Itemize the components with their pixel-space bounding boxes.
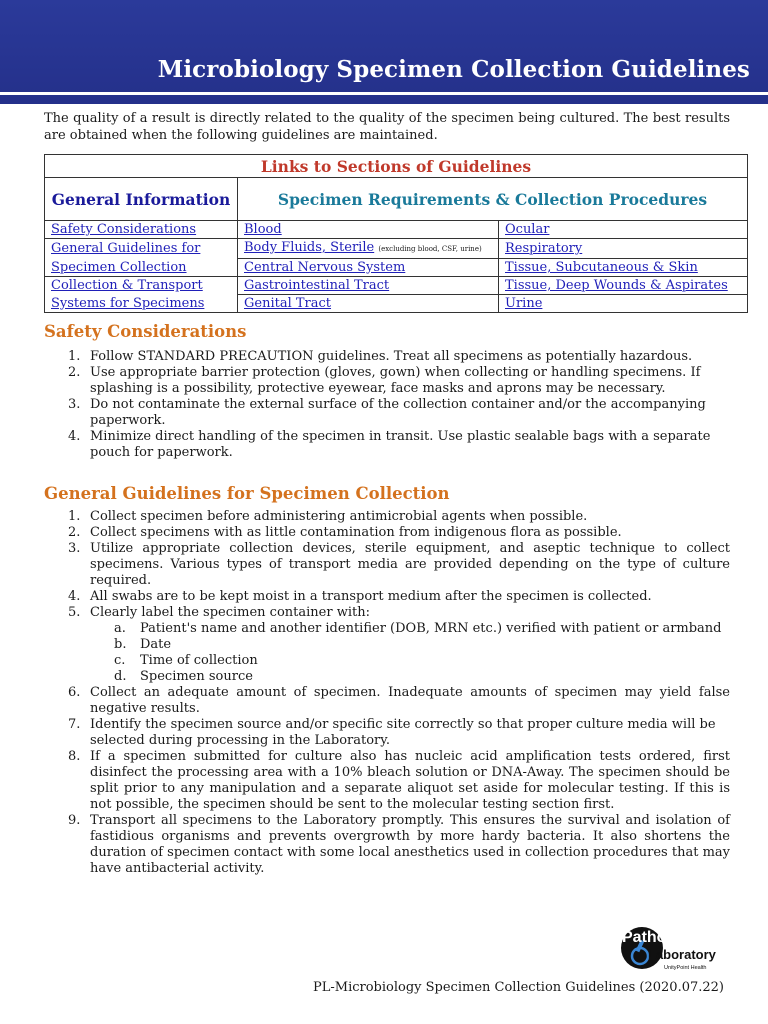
safety-list (44, 349, 730, 461)
pathology-laboratory-logo (620, 922, 732, 974)
list-item-text: Follow STANDARD PRECAUTION guidelines. Treat all specimens as potentially hazardous. (90, 349, 693, 364)
list-item: 3. Do not contaminate the external surface of the collection container and/or the accompanying paperwork. (68, 397, 706, 428)
links-cell (238, 277, 499, 295)
list-item-text: Identify the specimen source and/or specific site correctly so that proper culture media will be selected during processing in the Laboratory. (90, 717, 716, 748)
links-cell (238, 259, 499, 277)
list-item-text: Collect specimens with as little contamination from indigenous flora as possible. (90, 525, 622, 540)
links-cell (499, 221, 748, 239)
links-cell (238, 239, 499, 259)
logo-text-laboratory: Laboratory (648, 947, 716, 962)
links-cell (499, 295, 748, 313)
link-genital-tract[interactable]: Genital Tract (244, 296, 332, 311)
banner-divider (0, 92, 768, 95)
links-cell (238, 221, 499, 239)
list-item: 2. Use appropriate barrier protection (gloves, gown) when collecting or handling specimens. If splashing is a possibility, protective eyewear, face masks and aprons may be necessary. (68, 365, 701, 396)
logo-text-pathology: Pathology (622, 929, 700, 946)
general-information-heading: General Information (45, 178, 238, 221)
list-item: 4. All swabs are to be kept moist in a transport medium after the specimen is collected. (68, 589, 652, 604)
list-item-text: Collect an adequate amount of specimen. Inadequate amounts of specimen may yield false negative results. (90, 685, 730, 716)
list-item: 8. If a specimen submitted for culture also has nucleic acid amplification tests ordered, first disinfect the processing area with a 10% bleach solution or DNA-Away. The specimen should be split prior to any manipulation and a separate aliquot set aside for molecular testing. If this is not possible, the specimen should be sent to the molecular testing section first. (68, 749, 730, 812)
list-item-text: Use appropriate barrier protection (gloves, gown) when collecting or handling specimens. If splashing is a possibility, protective eyewear, face masks and aprons may be necessary. (90, 365, 701, 396)
list-item: 2. Collect specimens with as little contamination from indigenous flora as possible. (68, 525, 622, 540)
list-item: 4. Minimize direct handling of the specimen in transit. Use plastic sealable bags with a separate pouch for paperwork. (68, 429, 711, 460)
label-sublist (90, 621, 730, 685)
list-item-text: Do not contaminate the external surface of the collection container and/or the accompanying paperwork. (90, 397, 706, 428)
links-cell (45, 259, 238, 277)
link-tissue-deep-wounds[interactable]: Tissue, Deep Wounds & Aspirates (505, 278, 728, 293)
list-item: 3. Utilize appropriate collection devices, sterile equipment, and aseptic technique to collect specimens. Various types of transport media are provided depending on the type of culture required. (68, 541, 730, 588)
links-cell (45, 277, 238, 295)
intro-paragraph: The quality of a result is directly related to the quality of the specimen being cultured. The best results are obtained when the following guidelines are maintained. (44, 111, 730, 143)
safety-heading: Safety Considerations (44, 322, 247, 341)
link-specimen-collection[interactable]: Specimen Collection (51, 259, 187, 275)
general-guidelines-heading: General Guidelines for Specimen Collection (44, 484, 450, 503)
logo-text-unitypoint: UnityPoint Health (664, 965, 707, 971)
links-table-heading: Links to Sections of Guidelines (45, 155, 748, 178)
links-table (44, 154, 748, 313)
list-item-text: All swabs are to be kept moist in a transport medium after the specimen is collected. (90, 589, 652, 604)
sublist-item-text: Time of collection (140, 653, 258, 668)
link-urine[interactable]: Urine (505, 296, 543, 311)
body-fluids-note: (excluding blood, CSF, urine) (378, 245, 482, 253)
link-general-guidelines[interactable]: General Guidelines for (51, 241, 201, 257)
list-item: 1. Collect specimen before administering antimicrobial agents when possible. (68, 509, 588, 524)
sublist-item: a. Patient's name and another identifier (DOB, MRN etc.) verified with patient or armband (114, 621, 722, 636)
link-safety-considerations[interactable]: Safety Considerations (51, 222, 197, 237)
list-item-text: Collect specimen before administering antimicrobial agents when possible. (90, 509, 588, 524)
footer-text: PL-Microbiology Specimen Collection Guidelines (2020.07.22) (312, 980, 724, 995)
link-tissue-subcutaneous-skin[interactable]: Tissue, Subcutaneous & Skin (505, 260, 698, 275)
page-title: Microbiology Specimen Collection Guidelines (157, 56, 750, 83)
link-ocular[interactable]: Ocular (505, 222, 550, 237)
links-cell (499, 259, 748, 277)
list-item-text: Utilize appropriate collection devices, sterile equipment, and aseptic technique to collect specimens. Various types of transport media are provided depending on the type of culture required. (90, 541, 730, 588)
list-item: 1. Follow STANDARD PRECAUTION guidelines. Treat all specimens as potentially hazardous. (68, 349, 693, 364)
link-central-nervous-system[interactable]: Central Nervous System (244, 260, 406, 275)
link-gastrointestinal-tract[interactable]: Gastrointestinal Tract (244, 278, 390, 293)
links-cell (45, 221, 238, 239)
link-blood[interactable]: Blood (244, 222, 282, 237)
list-item-text: Minimize direct handling of the specimen in transit. Use plastic sealable bags with a separate pouch for paperwork. (90, 429, 711, 460)
sublist-item-text: Date (140, 637, 172, 652)
sublist-item: c. Time of collection (114, 653, 258, 668)
links-cell (45, 239, 238, 259)
list-item-text: Clearly label the specimen container with: (90, 605, 370, 620)
sublist-item-text: Patient's name and another identifier (DOB, MRN etc.) verified with patient or armband (140, 621, 722, 636)
links-cell (499, 277, 748, 295)
link-respiratory[interactable]: Respiratory (505, 241, 583, 256)
link-collection-transport[interactable]: Collection & Transport (51, 278, 203, 294)
links-cell (499, 239, 748, 259)
list-item: 9. Transport all specimens to the Laboratory promptly. This ensures the survival and isolation of fastidious organisms and prevents overgrowth by more hardy bacteria. It also shortens the duration of specimen contact with some local anesthetics used in collection procedures that may have antibacterial activity. (68, 813, 730, 876)
specimen-requirements-heading: Specimen Requirements & Collection Procedures (238, 178, 748, 221)
link-body-fluids-sterile[interactable]: Body Fluids, Sterile (244, 240, 375, 255)
list-item-text: If a specimen submitted for culture also has nucleic acid amplification tests ordered, first disinfect the processing area with a 10% bleach solution or DNA-Away. The specimen should be split prior to any manipulation and a separate aliquot set aside for molecular testing. If this is not possible, the specimen should be sent to the molecular testing section first. (90, 749, 730, 812)
sublist-item: d. Specimen source (114, 669, 253, 684)
sublist-item-text: Specimen source (140, 669, 253, 684)
list-item: 6. Collect an adequate amount of specimen. Inadequate amounts of specimen may yield false negative results. (68, 685, 730, 716)
links-cell (45, 295, 238, 313)
sublist-item: b. Date (114, 637, 172, 652)
list-item-text: Transport all specimens to the Laboratory promptly. This ensures the survival and isolation of fastidious organisms and prevents overgrowth by more hardy bacteria. It also shortens the duration of specimen contact with some local anesthetics used in collection procedures that may have antibacterial activity. (90, 813, 730, 876)
list-item: 5. Clearly label the specimen container with: a. Patient's name and another identifier (DOB, MRN etc.) verified with patient or armband b. Date c. Time of collection d. Specimen source (44, 605, 730, 685)
link-systems-for-specimens[interactable]: Systems for Specimens (51, 295, 205, 311)
list-item: 7. Identify the specimen source and/or specific site correctly so that proper culture media will be selected during processing in the Laboratory. (68, 717, 716, 748)
general-guidelines-list (44, 509, 730, 877)
header-banner (0, 0, 768, 104)
links-cell (238, 295, 499, 313)
